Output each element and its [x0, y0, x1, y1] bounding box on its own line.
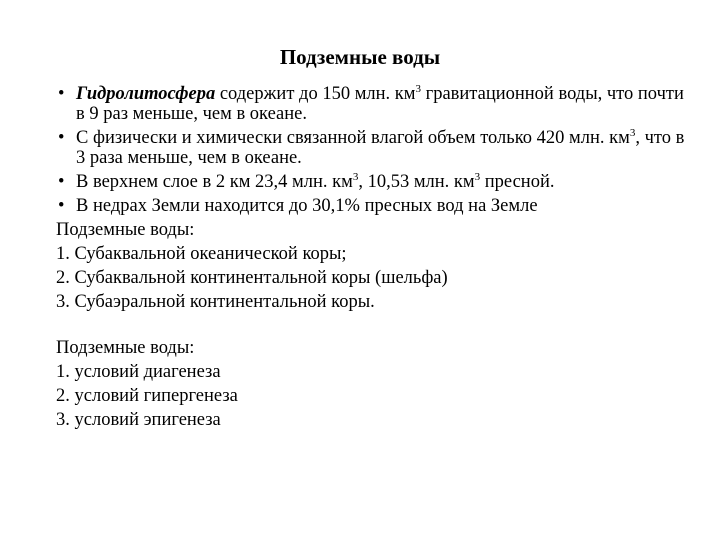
- slide-title: Подземные воды: [279, 45, 441, 69]
- list-item: 3. Субаэральной континентальной коры.: [56, 292, 375, 312]
- bullet-dot: •: [58, 84, 65, 104]
- superscript: 3: [629, 126, 636, 139]
- bullet-text: содержит до 150 млн. км: [215, 84, 416, 104]
- list-item: 1. Субаквальной океанической коры;: [56, 244, 347, 264]
- list-item: 2. Субаквальной континентальной коры (шельфа): [56, 268, 448, 288]
- superscript: 3: [352, 170, 359, 183]
- slide-body: [56, 84, 686, 434]
- bullet-text: В верхнем слое в 2 км 23,4 млн. км: [76, 172, 353, 192]
- bullet-text: , что в 3 раза меньше, чем в океане.: [76, 128, 685, 168]
- term-emphasis: Гидролитосфера: [76, 84, 216, 104]
- bullet-text: С физически и химически связанной влагой объем только 420 млн. км: [76, 128, 630, 148]
- spacer: [56, 316, 686, 338]
- list-heading: Подземные воды:: [56, 220, 195, 240]
- bullet-item: [56, 172, 686, 192]
- bullet-dot: •: [58, 196, 65, 216]
- list-heading: Подземные воды:: [56, 338, 195, 358]
- bullet-text: , 10,53 млн. км: [358, 172, 475, 192]
- bullet-text: пресной.: [480, 172, 555, 192]
- bullet-dot: •: [58, 128, 65, 148]
- bullet-dot: •: [58, 172, 65, 192]
- bullet-item: [56, 128, 686, 168]
- bullet-item: [56, 196, 686, 216]
- list-item: 2. условий гипергенеза: [56, 386, 238, 406]
- list-item: 1. условий диагенеза: [56, 362, 221, 382]
- list-item: 3. условий эпигенеза: [56, 410, 221, 430]
- superscript: 3: [415, 82, 421, 95]
- superscript: 3: [474, 170, 481, 183]
- bullet-item: [56, 84, 686, 124]
- bullet-text: В недрах Земли находится до 30,1% пресных вод на Земле: [76, 196, 538, 216]
- bullet-text: гравитационной воды, что почти в 9 раз меньше, чем в океане.: [76, 84, 684, 124]
